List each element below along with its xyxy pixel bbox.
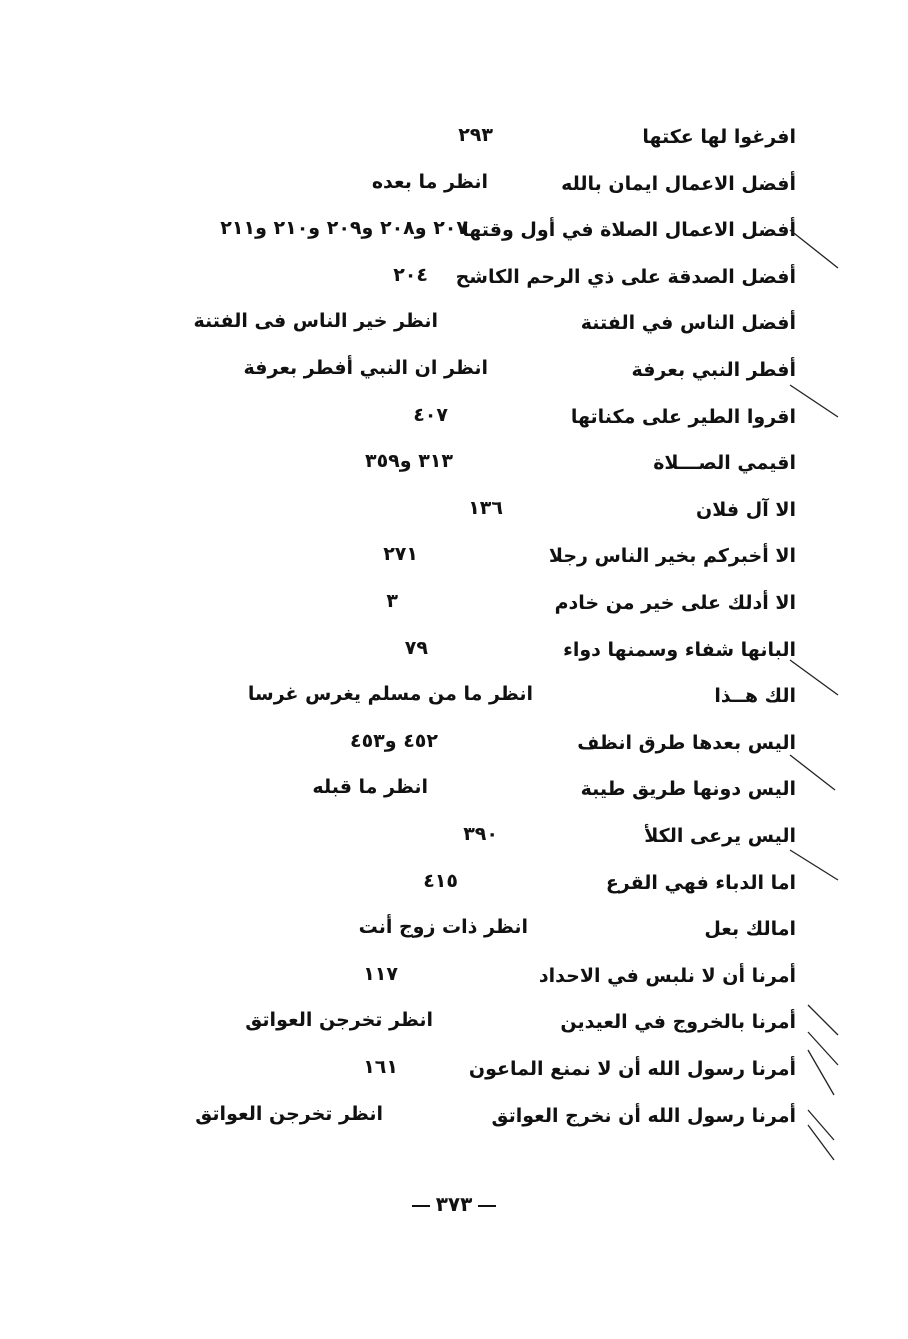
index-entry <box>0 677 908 717</box>
index-entry <box>0 118 908 158</box>
entry-term: أمرنا رسول الله أن لا نمنع الماعون <box>468 1058 796 1080</box>
entry-reference: انظر ان النبي أفطر بعرفة <box>243 357 488 379</box>
index-entry <box>0 211 908 251</box>
entry-reference: انظر ما بعده <box>371 170 488 193</box>
index-entry <box>0 1003 908 1043</box>
entry-term: أفضل الصدقة على ذي الرحم الكاشح <box>455 265 796 288</box>
entry-term: البانها شفاء وسمنها دواء <box>563 638 796 661</box>
entry-term: أمرنا رسول الله أن نخرج العواتق <box>491 1104 796 1127</box>
index-entry <box>0 910 908 950</box>
entry-term: اليس دونها طريق طيبة <box>580 778 796 801</box>
index-entry <box>0 1050 908 1090</box>
entry-reference: ٢٩٣ <box>458 124 493 146</box>
index-entry <box>0 817 908 857</box>
entry-reference: ١١٧ <box>363 962 398 985</box>
index-entry <box>0 537 908 577</box>
entry-term: أفضل الاعمال ايمان بالله <box>561 172 796 195</box>
entry-term: أفطر النبي بعرفة <box>631 359 796 381</box>
entry-reference: انظر تخرجن العواتق <box>195 1102 383 1125</box>
entry-term: اقروا الطير على مكناتها <box>570 405 796 428</box>
entry-reference: ٤٠٧ <box>413 403 448 426</box>
index-entry <box>0 584 908 624</box>
index-entry <box>0 304 908 344</box>
entry-reference: ٤٥٢ و٤٥٣ <box>349 729 438 752</box>
index-entry <box>0 258 908 298</box>
entry-reference: انظر ما قبله <box>312 776 428 799</box>
entry-reference: انظر ذات زوج أنت <box>358 916 528 939</box>
entry-term: اما الدباء فهي القرع <box>605 871 796 894</box>
index-entry <box>0 165 908 205</box>
entry-reference: ٣ <box>386 590 398 612</box>
entry-term: أمرنا أن لا نلبس في الاحداد <box>538 964 796 987</box>
entry-term: أفضل الناس في الفتنة <box>580 312 796 335</box>
entry-reference: ١٦١ <box>363 1056 398 1078</box>
index-entry <box>0 724 908 764</box>
index-entry <box>0 444 908 484</box>
entry-reference: ٣١٣ و٣٥٩ <box>364 450 453 473</box>
index-entry <box>0 864 908 904</box>
page-number-footer <box>0 1192 908 1216</box>
page-number: ٣٧٣ <box>435 1192 473 1216</box>
entry-term: اليس يرعى الكلأ <box>644 825 796 847</box>
entry-reference: ٤١٥ <box>423 869 458 892</box>
entry-term: أفضل الاعمال الصلاة في أول وقتها <box>462 219 796 242</box>
entry-term: اقيمي الصـــلاة <box>653 452 796 475</box>
entry-term: الا أدلك على خير من خادم <box>554 592 796 614</box>
dash-right <box>412 1205 430 1207</box>
entry-term: الك هــذا <box>714 685 796 708</box>
dash-left <box>478 1205 496 1207</box>
entry-term: امالك بعل <box>704 918 796 941</box>
index-entry <box>0 957 908 997</box>
entry-term: اليس بعدها طرق انظف <box>577 731 796 754</box>
entry-term: الا أخبركم بخير الناس رجلا <box>548 545 796 568</box>
entry-term: أمرنا بالخروج في العيدين <box>560 1011 796 1034</box>
entry-term: افرغوا لها عكتها <box>642 126 796 148</box>
index-entry <box>0 491 908 531</box>
entry-term: الا آل فلان <box>696 498 796 521</box>
index-entry <box>0 631 908 671</box>
index-entry <box>0 1097 908 1137</box>
entry-reference: ١٣٦ <box>468 496 503 519</box>
entry-reference: ٢٠٧ و٢٠٨ و٢٠٩ و٢١٠ و٢١١ <box>220 217 468 240</box>
entry-reference: ٣٩٠ <box>463 823 498 845</box>
entry-reference: انظر ما من مسلم يغرس غرسا <box>247 683 533 706</box>
entry-reference: انظر خير الناس فى الفتنة <box>193 310 438 333</box>
entry-reference: انظر تخرجن العواتق <box>245 1009 433 1032</box>
index-entry <box>0 351 908 391</box>
entry-reference: ٢٧١ <box>383 543 418 566</box>
index-entry <box>0 398 908 438</box>
entry-reference: ٢٠٤ <box>393 263 428 286</box>
index-entry <box>0 770 908 810</box>
entry-reference: ٧٩ <box>404 636 428 659</box>
